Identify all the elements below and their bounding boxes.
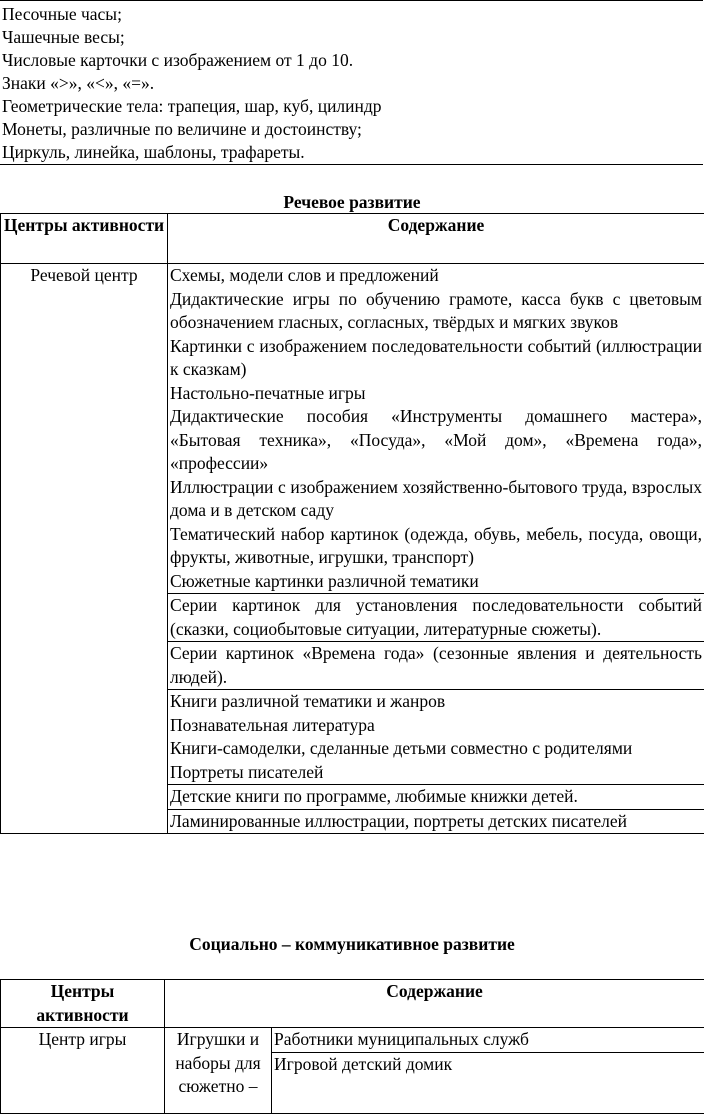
content-line: Познавательная литература bbox=[170, 714, 702, 738]
header-content: Содержание bbox=[165, 980, 704, 1028]
table-header-row bbox=[1, 214, 704, 264]
header-content: Содержание bbox=[168, 214, 704, 264]
content-line: Книги различной тематики и жанров bbox=[170, 690, 702, 714]
materials-list bbox=[0, 0, 703, 165]
content-cell: Серии картинок «Времена года» (сезонные явления и деятельность людей). bbox=[168, 642, 704, 690]
list-item: Монеты, различные по величине и достоинству; bbox=[2, 118, 362, 142]
list-item: Знаки «>», «<», «=». bbox=[2, 72, 154, 96]
content-line: Дидактические игры по обучению грамоте, касса букв с цветовым обозначением гласных, согласных, твёрдых и мягких звуков bbox=[170, 288, 702, 335]
center-name: Речевой центр bbox=[1, 264, 168, 834]
header-centers: Центры активности bbox=[1, 214, 168, 264]
content-line: Тематический набор картинок (одежда, обувь, мебель, посуда, овощи, фрукты, животные, игрушки, транспорт) bbox=[170, 523, 702, 570]
content-line: Схемы, модели слов и предложений bbox=[170, 264, 702, 288]
content-line: Сюжетные картинки различной тематики bbox=[170, 570, 702, 594]
section-title-social: Социально – коммуникативное развитие bbox=[0, 933, 704, 957]
content-cell: Работники муниципальных служб bbox=[272, 1028, 704, 1053]
list-item: Песочные часы; bbox=[2, 3, 122, 27]
sub-category: Игрушки и наборы для сюжетно – bbox=[165, 1028, 272, 1114]
content-cell: Серии картинок для установления последовательности событий (сказки, социобытовые ситуации, литературные сюжеты). bbox=[168, 594, 704, 642]
table-row bbox=[1, 1028, 704, 1053]
content-line: Дидактические пособия «Инструменты домашнего мастера», «Бытовая техника», «Посуда», «Мой дом», «Времена года», «профессии» bbox=[170, 405, 702, 476]
social-table bbox=[0, 979, 704, 1114]
content-cell bbox=[168, 264, 704, 594]
content-cell: Детские книги по программе, любимые книжки детей. bbox=[168, 785, 704, 810]
content-cell: Ламинированные иллюстрации, портреты детских писателей bbox=[168, 809, 704, 834]
content-line: Портреты писателей bbox=[170, 761, 702, 785]
content-line: Иллюстрации с изображением хозяйственно-бытового труда, взрослых дома и в детском саду bbox=[170, 476, 702, 523]
content-line: Книги-самоделки, сделанные детьми совместно с родителями bbox=[170, 737, 702, 761]
content-cell bbox=[168, 690, 704, 785]
speech-table bbox=[0, 213, 704, 834]
section-title-speech: Речевое развитие bbox=[0, 191, 704, 215]
center-name: Центр игры bbox=[1, 1028, 165, 1114]
table-header-row bbox=[1, 980, 704, 1028]
list-item: Геометрические тела: трапеция, шар, куб, цилиндр bbox=[2, 95, 382, 119]
list-item: Циркуль, линейка, шаблоны, трафареты. bbox=[2, 141, 305, 165]
content-line: Картинки с изображением последовательности событий (иллюстрации к сказкам) bbox=[170, 335, 702, 382]
header-centers: Центры активности bbox=[1, 980, 165, 1028]
table-row bbox=[1, 264, 704, 594]
list-item: Числовые карточки с изображением от 1 до 10. bbox=[2, 49, 353, 73]
content-line: Настольно-печатные игры bbox=[170, 382, 702, 406]
content-cell: Игровой детский домик bbox=[272, 1052, 704, 1113]
list-item: Чашечные весы; bbox=[2, 26, 125, 50]
